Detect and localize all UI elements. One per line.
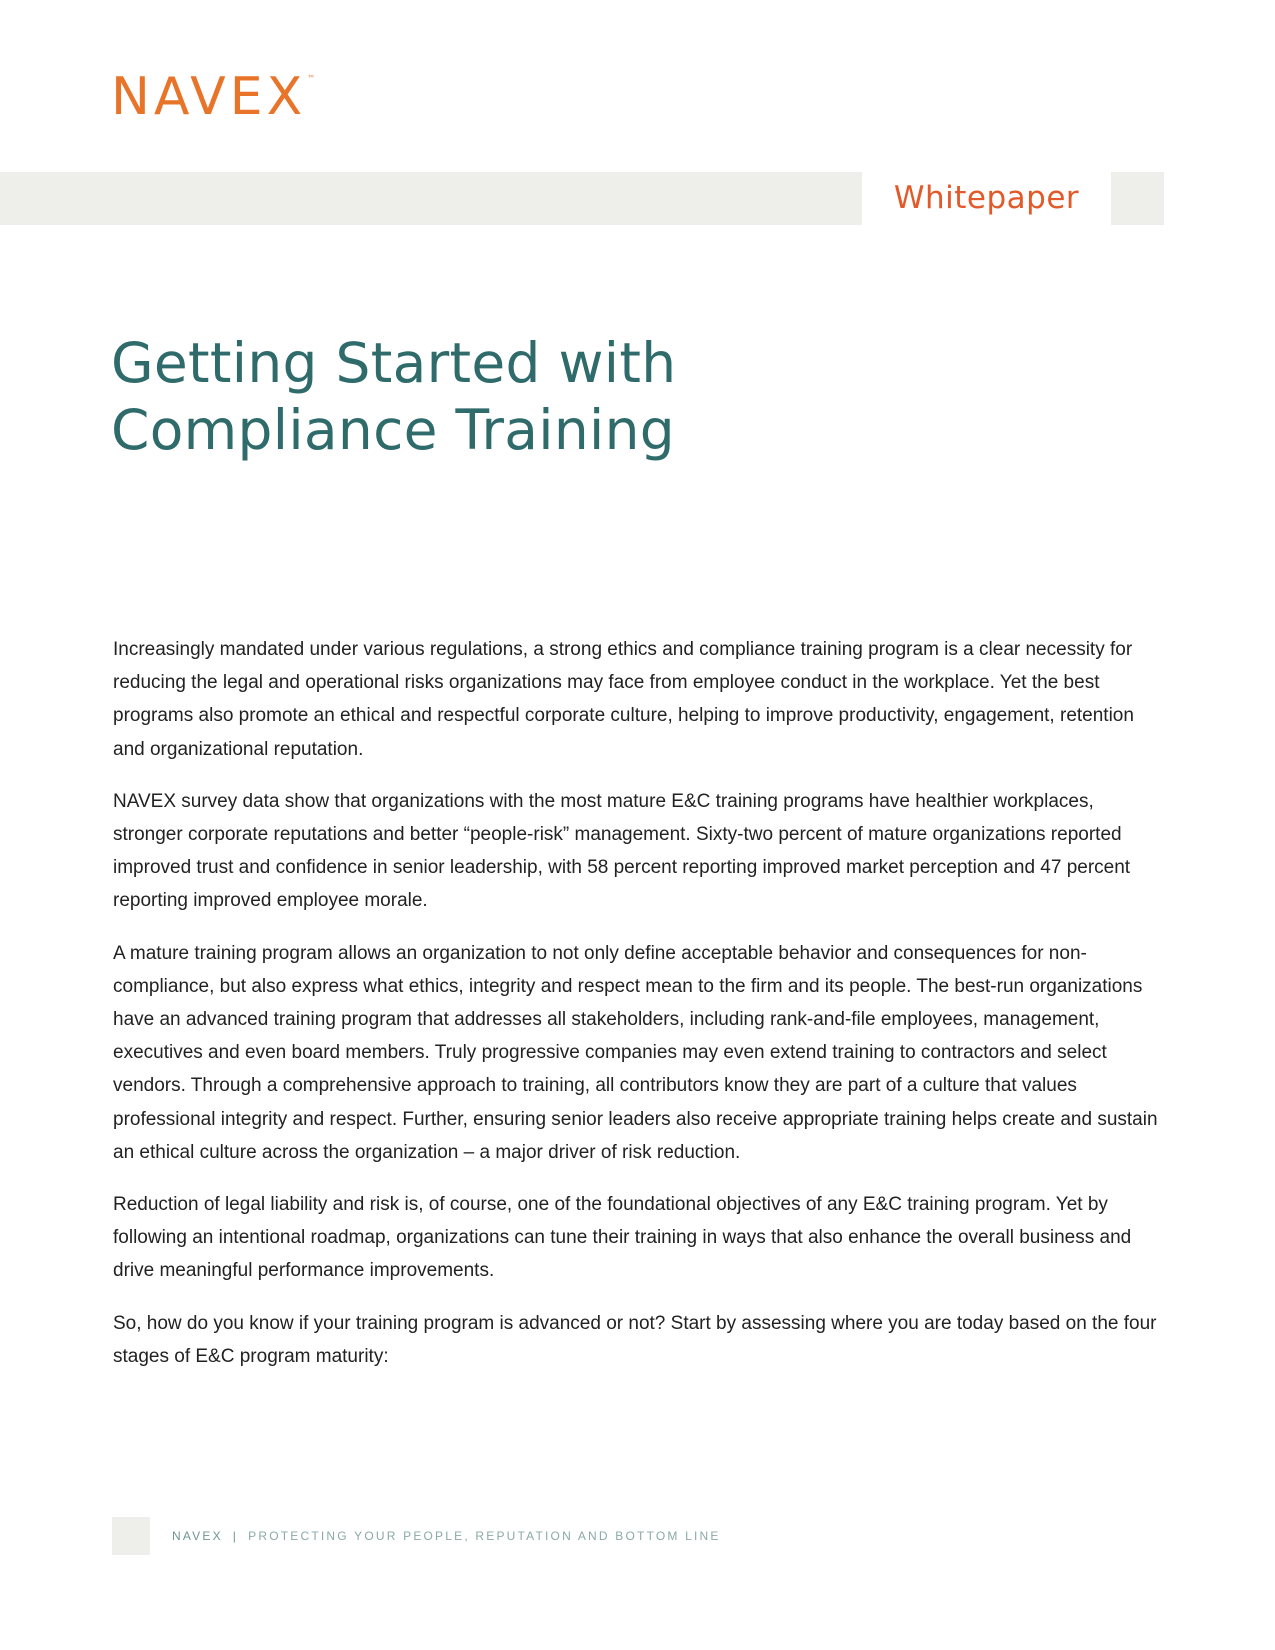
body-paragraph-3: A mature training program allows an organization to not only define acceptable behavior and consequences for non-compliance, but also express what ethics, integrity and respect mean to the firm and its people. The best-run organizations have an advanced training program that addresses all stakeholders, including rank-and-file employees, management, executives and even board members. Truly progressive companies may even extend training to contractors and select vendors. Through a comprehensive approach to training, all contributors know they are part of a culture that values professional integrity and respect. Further, ensuring senior leaders also receive appropriate training helps create and sustain an ethical culture across the organization – a major driver of risk reduction. [113, 942, 1158, 1163]
body-content [113, 633, 1163, 1392]
document-type-label: Whitepaper [893, 180, 1080, 216]
title-line-2: Compliance Training [111, 398, 675, 462]
body-paragraph-2: NAVEX survey data show that organizations with the most mature E&C training programs have healthier workplaces, stronger corporate reputations and better “people-risk” management. Sixty-two percent of mature organizations reported improved trust and confidence in senior leadership, with 58 percent reporting improved market perception and 47 percent reporting improved employee morale. [113, 790, 1131, 912]
trademark-symbol: ™ [307, 74, 316, 83]
footer-brand: NAVEX [172, 1529, 223, 1543]
logo-wordmark: NAVEX [111, 67, 307, 127]
body-paragraph-5: So, how do you know if your training program is advanced or not? Start by assessing where you are today based on the four stages of E&C program maturity: [113, 1312, 1157, 1367]
page-title [111, 330, 676, 464]
header-band-left [0, 172, 862, 225]
footer-tagline: PROTECTING YOUR PEOPLE, REPUTATION AND BOTTOM LINE [248, 1529, 721, 1543]
footer [172, 1528, 721, 1544]
footer-separator: | [232, 1529, 239, 1543]
navex-logo [111, 67, 316, 127]
title-line-1: Getting Started with [111, 331, 677, 395]
body-paragraph-1: Increasingly mandated under various regulations, a strong ethics and compliance training program is a clear necessity for reducing the legal and operational risks organizations may face from employee conduct in the workplace. Yet the best programs also promote an ethical and respectful corporate culture, helping to improve productivity, engagement, retention and organizational reputation. [113, 639, 1134, 760]
footer-square [112, 1517, 150, 1555]
body-paragraph-4: Reduction of legal liability and risk is, of course, one of the foundational objectives of any E&C training program. Yet by following an intentional roadmap, organizations can tune their training in ways that also enhance the overall business and drive meaningful performance improvements. [113, 1194, 1132, 1282]
header-band-right [1111, 172, 1164, 225]
